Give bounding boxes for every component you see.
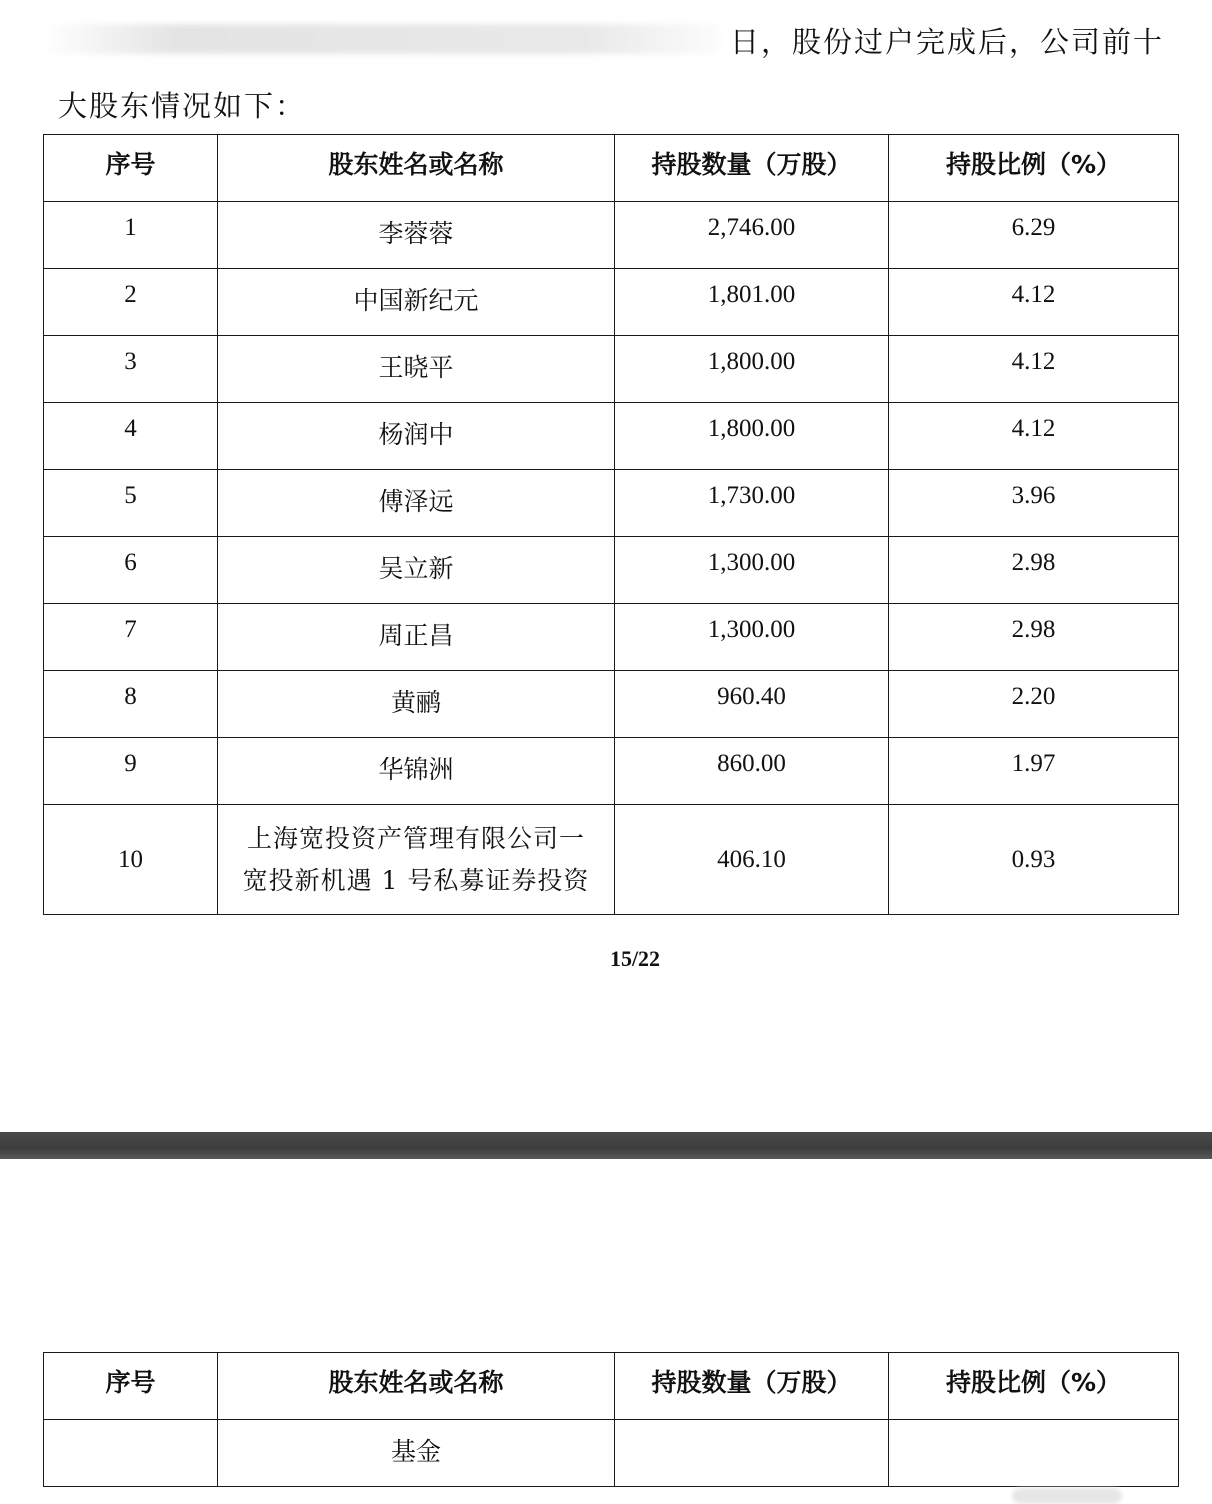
cell-no: 10 bbox=[44, 805, 218, 915]
cell-ratio bbox=[889, 1420, 1179, 1487]
cell-no: 4 bbox=[44, 403, 218, 470]
cell-shares: 860.00 bbox=[615, 738, 889, 805]
header-name: 股东姓名或名称 bbox=[218, 135, 615, 202]
table-row bbox=[44, 537, 1179, 604]
cell-ratio: 2.20 bbox=[889, 671, 1179, 738]
cell-name: 傅泽远 bbox=[218, 470, 615, 537]
intro-line-2: 大股东情况如下： bbox=[58, 89, 307, 123]
cell-no: 9 bbox=[44, 738, 218, 805]
cell-shares: 960.40 bbox=[615, 671, 889, 738]
cell-name: 杨润中 bbox=[218, 403, 615, 470]
table-header-row bbox=[44, 1353, 1179, 1420]
table-row bbox=[44, 1420, 1179, 1487]
cell-name: 基金 bbox=[218, 1420, 615, 1487]
intro-line-1: 日，股份过户完成后，公司前十 bbox=[729, 25, 1164, 59]
cell-name: 周正昌 bbox=[218, 604, 615, 671]
page-number: 15/22 bbox=[609, 946, 661, 971]
cell-ratio: 4.12 bbox=[889, 403, 1179, 470]
cell-no: 6 bbox=[44, 537, 218, 604]
header-name: 股东姓名或名称 bbox=[218, 1353, 615, 1420]
cell-name: 中国新纪元 bbox=[218, 269, 615, 336]
table-row bbox=[44, 805, 1179, 915]
cell-name: 黄鹂 bbox=[218, 671, 615, 738]
cell-ratio: 0.93 bbox=[889, 805, 1179, 915]
cell-ratio: 1.97 bbox=[889, 738, 1179, 805]
cell-no: 1 bbox=[44, 202, 218, 269]
table-row bbox=[44, 470, 1179, 537]
header-no: 序号 bbox=[44, 1353, 218, 1420]
table-row bbox=[44, 403, 1179, 470]
cell-ratio: 4.12 bbox=[889, 269, 1179, 336]
cell-shares: 1,300.00 bbox=[615, 604, 889, 671]
cell-shares: 1,800.00 bbox=[615, 336, 889, 403]
redacted-text-region bbox=[40, 24, 720, 54]
cell-name: 王晓平 bbox=[218, 336, 615, 403]
cell-shares: 1,730.00 bbox=[615, 470, 889, 537]
cell-no bbox=[44, 1420, 218, 1487]
cell-shares: 1,300.00 bbox=[615, 537, 889, 604]
cell-name: 李蓉蓉 bbox=[218, 202, 615, 269]
continuation-table bbox=[43, 1352, 1179, 1487]
page-break-divider bbox=[0, 1132, 1212, 1159]
cell-name: 吴立新 bbox=[218, 537, 615, 604]
cell-name-line-2: 宽投新机遇 1 号私募证券投资 bbox=[242, 865, 590, 895]
cell-ratio: 3.96 bbox=[889, 470, 1179, 537]
cell-name-line-1: 上海宽投资产管理有限公司一 bbox=[246, 823, 585, 853]
cell-shares: 1,800.00 bbox=[615, 403, 889, 470]
table-row bbox=[44, 738, 1179, 805]
cell-ratio: 6.29 bbox=[889, 202, 1179, 269]
header-ratio: 持股比例（%） bbox=[889, 1353, 1179, 1420]
cell-shares: 1,801.00 bbox=[615, 269, 889, 336]
cell-name bbox=[218, 805, 615, 915]
cell-shares bbox=[615, 1420, 889, 1487]
cell-shares: 406.10 bbox=[615, 805, 889, 915]
cell-no: 8 bbox=[44, 671, 218, 738]
header-ratio: 持股比例（%） bbox=[889, 135, 1179, 202]
cell-no: 3 bbox=[44, 336, 218, 403]
table-header-row bbox=[44, 135, 1179, 202]
table-row bbox=[44, 336, 1179, 403]
cell-no: 7 bbox=[44, 604, 218, 671]
header-shares: 持股数量（万股） bbox=[615, 1353, 889, 1420]
cell-ratio: 2.98 bbox=[889, 537, 1179, 604]
table-row bbox=[44, 202, 1179, 269]
header-no: 序号 bbox=[44, 135, 218, 202]
table-row bbox=[44, 671, 1179, 738]
cell-ratio: 4.12 bbox=[889, 336, 1179, 403]
table-row bbox=[44, 269, 1179, 336]
cell-no: 5 bbox=[44, 470, 218, 537]
cell-ratio: 2.98 bbox=[889, 604, 1179, 671]
cell-no: 2 bbox=[44, 269, 218, 336]
header-shares: 持股数量（万股） bbox=[615, 135, 889, 202]
table-row bbox=[44, 604, 1179, 671]
cell-name: 华锦洲 bbox=[218, 738, 615, 805]
shareholder-table bbox=[43, 134, 1179, 915]
cell-shares: 2,746.00 bbox=[615, 202, 889, 269]
